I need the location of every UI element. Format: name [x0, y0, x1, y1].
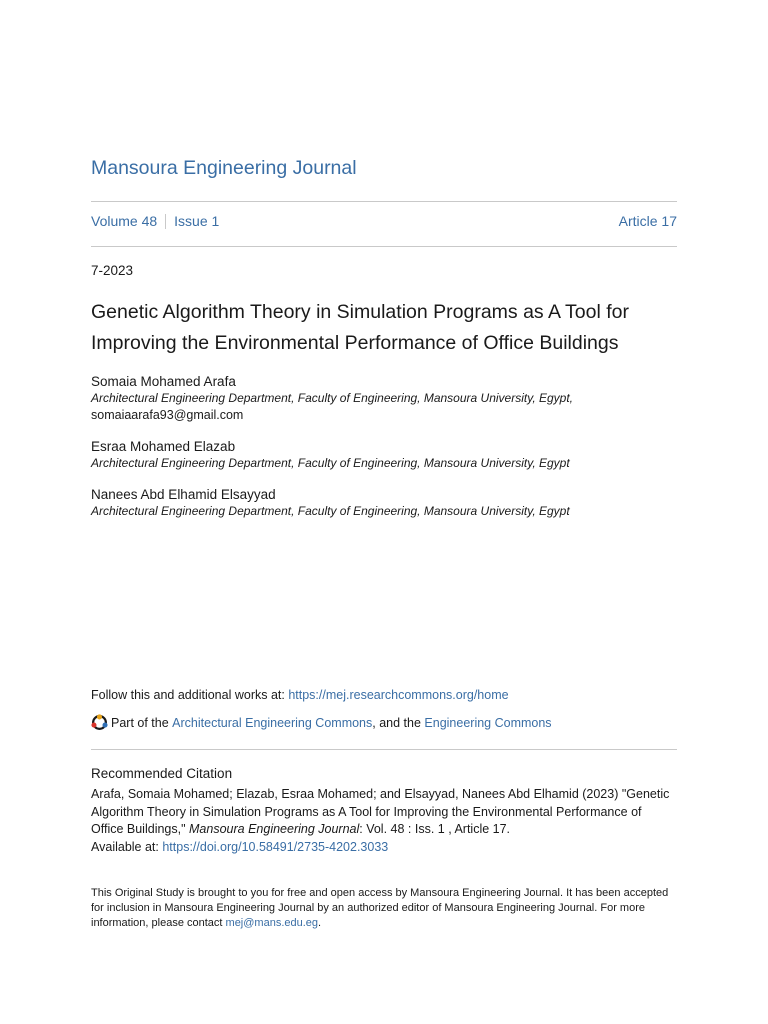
author-name: Esraa Mohamed Elazab [91, 439, 236, 454]
issue-link[interactable]: Issue 1 [174, 213, 220, 229]
issue-row [91, 213, 677, 229]
divider-citation [91, 749, 677, 750]
author-affiliation: Architectural Engineering Department, Faculty of Engineering, Mansoura University, Egypt [91, 456, 570, 470]
available-prefix: Available at: [91, 839, 163, 854]
journal-name-link[interactable]: Mansoura Engineering Journal [91, 157, 357, 179]
citation-after: : Vol. 48 : Iss. 1 , Article 17. [359, 822, 511, 836]
author-affiliation: Architectural Engineering Department, Faculty of Engineering, Mansoura University, Egypt, [91, 391, 574, 405]
citation-journal: Mansoura Engineering Journal [189, 822, 360, 836]
author-2 [91, 438, 677, 472]
title-line-1: Genetic Algorithm Theory in Simulation Programs as A Tool for [91, 301, 629, 323]
publication-date: 7-2023 [91, 263, 134, 278]
architectural-engineering-commons-link[interactable]: Architectural Engineering Commons [172, 715, 373, 730]
access-notice-text: This Original Study is brought to you for free and open access by Mansoura Engineering Journal. It has been accepted for inclusion in Mansoura Engineering Journal by an authorized editor of Mansoura Engineering Journal. For more information, please contact [91, 887, 669, 929]
citation-heading: Recommended Citation [91, 766, 233, 781]
engineering-commons-link[interactable]: Engineering Commons [424, 715, 552, 730]
author-affiliation: Architectural Engineering Department, Faculty of Engineering, Mansoura University, Egypt [91, 504, 570, 518]
article-title [91, 297, 677, 359]
part-of-middle: , and the [372, 715, 421, 730]
article-link[interactable]: Article 17 [618, 213, 677, 229]
divider-top [91, 201, 677, 202]
part-of-line [91, 714, 677, 731]
issue-separator [165, 214, 166, 229]
author-email: somaiaarafa93@gmail.com [91, 408, 244, 422]
access-notice-end: . [318, 917, 322, 929]
home-link[interactable]: https://mej.researchcommons.org/home [288, 688, 509, 702]
doi-link[interactable]: https://doi.org/10.58491/2735-4202.3033 [162, 839, 389, 854]
follow-prefix: Follow this and additional works at: [91, 688, 289, 702]
divider-issue [91, 246, 677, 247]
citation-text [91, 786, 677, 856]
author-3 [91, 486, 677, 520]
title-line-2: Improving the Environmental Performance of Office Buildings [91, 332, 619, 354]
follow-line [91, 688, 677, 702]
volume-link[interactable]: Volume 48 [91, 213, 158, 229]
author-name: Nanees Abd Elhamid Elsayyad [91, 487, 276, 502]
access-notice [91, 886, 677, 931]
contact-email-link[interactable]: mej@mans.edu.eg [225, 917, 319, 929]
author-name: Somaia Mohamed Arafa [91, 374, 236, 389]
part-of-prefix: Part of the [111, 715, 169, 730]
bepress-commons-icon [91, 714, 108, 731]
author-1 [91, 373, 677, 424]
citation-main: Arafa, Somaia Mohamed; Elazab, Esraa Mohamed; and Elsayyad, Nanees Abd Elhamid (2023) "Genetic Algorithm Theory in Simulation Programs as A Tool for Improving the Environmental Performance of Office Buildings," [91, 787, 670, 836]
